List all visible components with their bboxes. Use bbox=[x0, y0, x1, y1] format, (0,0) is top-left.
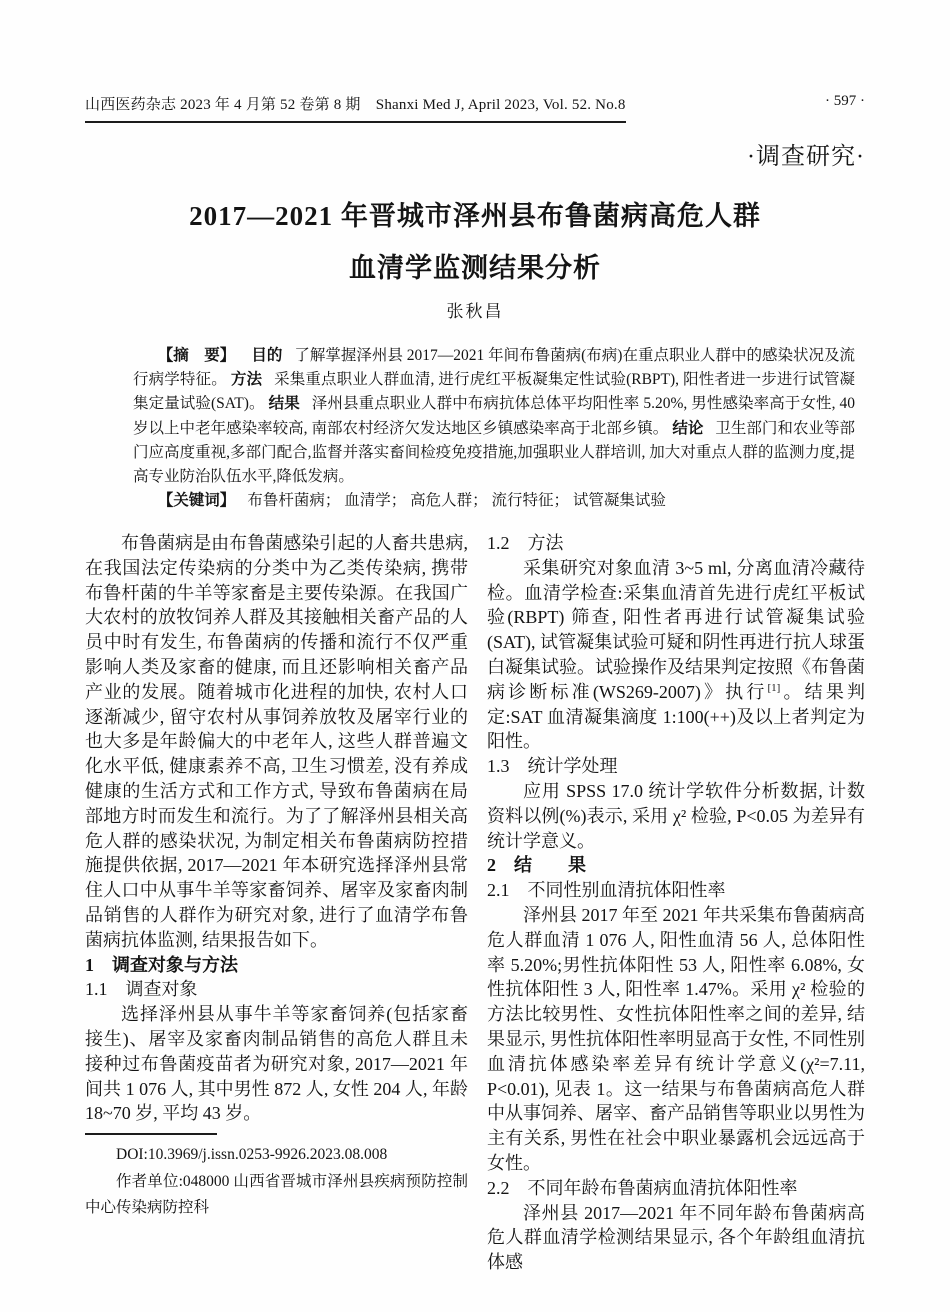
doi-line: DOI:10.3969/j.issn.0253-9926.2023.08.008 bbox=[116, 1146, 388, 1164]
heading-lab-methods: 1.2 方法 bbox=[487, 533, 564, 553]
heading-methods-section: 1 调查对象与方法 bbox=[85, 954, 238, 975]
column-section-label: ·调查研究· bbox=[747, 144, 865, 170]
abstract-conclusion-label: 结论 bbox=[672, 419, 704, 437]
heading-results-section: 2 结 果 bbox=[487, 855, 586, 876]
article-title-line1: 2017—2021 年晋城市泽州县布鲁菌病高危人群 bbox=[189, 201, 761, 231]
author-name: 张秋昌 bbox=[446, 302, 504, 321]
heading-results-by-age: 2.2 不同年龄布鲁菌病血清抗体阳性率 bbox=[487, 1177, 798, 1198]
footnote-rule bbox=[85, 1133, 217, 1135]
results-by-sex-paragraph: 泽州县 2017 年至 2021 年共采集布鲁菌病高危人群血清 1 076 人, 阳性血清 56 人, 总体阳性率 5.20%;男性抗体阳性 53 人, 阳性率 6.08%, 女性抗体阳性 3 人, 阳性率 1.47%。采用 χ² 检验的方法比较男性、女性抗体阳性率之间的差异, 结果显示, 男性抗体阳性率明显高于女性, 不同性别血清抗体感染率差异有统计学意义(χ²=7.11, P<0.01), 见表 1。这一结果与布鲁菌病高危人群中从事饲养、屠宰、畜产品销售等职业以男性为主有关系, 男性在社会中职业暴露机会远远高于女性。 bbox=[487, 904, 865, 1173]
keywords-label: 【关键词】 bbox=[157, 492, 236, 510]
heading-subjects: 1.1 调查对象 bbox=[85, 979, 198, 1000]
abstract-methods-text: 采集重点职业人群血清, 进行虎红平板凝集定性试验(RBPT), 阳性者进一步进行试管凝集定量试验(SAT)。 bbox=[133, 371, 855, 413]
results-by-age-paragraph: 泽州县 2017—2021 年不同年龄布鲁菌病高危人群血清学检测结果显示, 各个年龄组血清抗体感 bbox=[487, 1202, 865, 1273]
abstract-label: 【摘 要】 bbox=[157, 347, 236, 364]
heading-statistics: 1.3 统计学处理 bbox=[487, 756, 618, 777]
abstract-results-text: 泽州县重点职业人群中布病抗体总体平均阳性率 5.20%, 男性感染率高于女性, 40 岁以上中老年感染率较高, 南部农村经济欠发达地区乡镇感染率高于北部乡镇。 bbox=[133, 395, 855, 437]
keywords-line bbox=[133, 489, 855, 513]
subjects-paragraph: 选择泽州县从事牛羊等家畜饲养(包括家畜接生)、屠宰及家畜肉制品销售的高危人群且未接种过布鲁菌疫苗者为研究对象, 2017—2021 年间共 1 076 人, 其中男性 872 人, 女性 204 人, 年龄 18~70 岁, 平均 43 岁。 bbox=[85, 1004, 468, 1124]
abstract-objective-label: 目的 bbox=[251, 347, 283, 364]
abstract-objective-text: 了解掌握泽州县 2017—2021 年间布鲁菌病(布病)在重点职业人群中的感染状况及流行病学特征。 bbox=[133, 347, 855, 389]
article-title bbox=[85, 190, 865, 294]
lab-methods-text-2: 。结果判定:SAT 血清凝集滴度 1:100(++)及以上者判定为阳性。 bbox=[487, 681, 866, 752]
journal-running-head: 山西医药杂志 2023 年 4 月第 52 卷第 8 期 Shanxi Med J, April 2023, Vol. 52. No.8 bbox=[85, 93, 626, 123]
reference-marker-1: [1] bbox=[767, 681, 781, 694]
statistics-paragraph: 应用 SPSS 17.0 统计学软件分析数据, 计数资料以例(%)表示, 采用 χ² 检验, P<0.05 为差异有统计学意义。 bbox=[487, 780, 865, 851]
abstract-paragraph bbox=[133, 344, 855, 489]
author-affiliation: 作者单位:048000 山西省晋城市泽州县疾病预防控制中心传染病防控科 bbox=[85, 1172, 468, 1217]
footnote-block bbox=[85, 1133, 468, 1222]
right-column bbox=[487, 531, 865, 1275]
lab-methods-text-1: 采集研究对象血清 3~5 ml, 分离血清冷藏待检。血清学检查:采集血清首先进行虎红平板试验(RBPT) 筛查, 阳性者再进行试管凝集试验(SAT), 试管凝集试验可疑和阴性再进行抗人球蛋白凝集试验。试验操作及结果判定按照《布鲁菌病诊断标准(WS269-2007)》执行 bbox=[487, 557, 865, 702]
left-column bbox=[85, 531, 468, 1222]
intro-paragraph: 布鲁菌病是由布鲁菌感染引起的人畜共患病, 在我国法定传染病的分类中为乙类传染病, 携带布鲁杆菌的牛羊等家畜是主要传染源。在我国广大农村的放牧饲养人群及其接触相关畜产品的人员中时有发生, 布鲁菌病的传播和流行不仅严重影响人类及家畜的健康, 而且还影响相关畜产品产业的发展。随着城市化进程的加快, 农村人口逐渐减少, 留守农村从事饲养放牧及屠宰行业的也大多是年龄偏大的中老年人, 这些人群普遍文化水平低, 健康素养不高, 卫生习惯差, 没有养成健康的生活方式和工作方式, 导致布鲁菌病在局部地方时而发生和流行。为了了解泽州县相关高危人群的感染状况, 为制定相关布鲁菌病防控措施提供依据, 2017—2021 年本研究选择泽州县常住人口中从事牛羊等家畜饲养、屠宰及家畜肉制品销售的人群作为研究对象, 进行了血清学布鲁菌病抗体监测, 结果报告如下。 bbox=[85, 533, 468, 950]
abstract-methods-label: 方法 bbox=[230, 371, 263, 389]
article-title-line2: 血清学监测结果分析 bbox=[349, 253, 601, 283]
abstract-conclusion-text: 卫生部门和农业等部门应高度重视,多部门配合,监督并落实畜间检疫免疫措施,加强职业人群培训, 加大对重点人群的监测力度,提高专业防治队伍水平,降低发病。 bbox=[133, 419, 855, 486]
keywords-text: 布鲁杆菌病； 血清学； 高危人群； 流行特征； 试管凝集试验 bbox=[247, 492, 666, 510]
abstract-block bbox=[133, 344, 855, 513]
lab-methods-paragraph bbox=[487, 556, 865, 754]
abstract-results-label: 结果 bbox=[268, 395, 300, 413]
heading-results-by-sex: 2.1 不同性别血清抗体阳性率 bbox=[487, 880, 726, 901]
page-number: · 597 · bbox=[825, 93, 865, 109]
